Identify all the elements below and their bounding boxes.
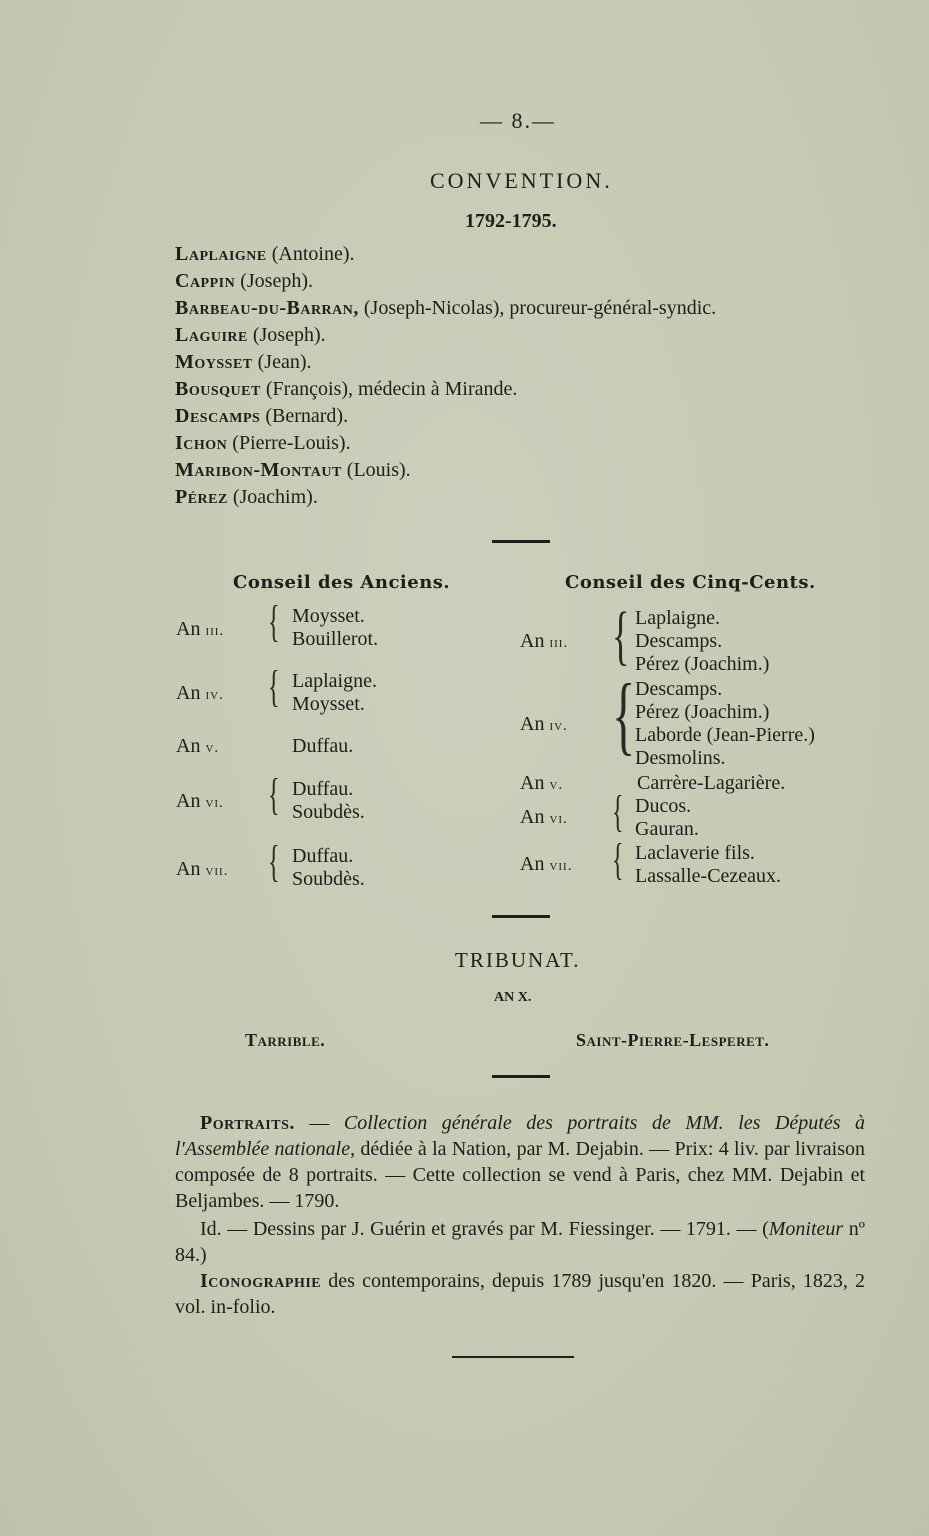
brace: {: [268, 662, 280, 711]
section-divider: [492, 1075, 550, 1078]
member-name: Ducos.: [635, 795, 692, 817]
year-label: An vi.: [520, 806, 568, 828]
member-line: Barbeau-du-Barran, (Joseph-Nicolas), procureur-général-syndic.: [175, 297, 717, 319]
member-name: Duffau.: [292, 735, 354, 757]
member-line: Maribon-Montaut (Louis).: [175, 459, 411, 481]
brace: {: [268, 597, 280, 646]
end-rule: [452, 1356, 574, 1358]
member-name: Gauran.: [635, 818, 699, 840]
year-label: An iii.: [520, 630, 569, 652]
member-name: Carrère-Lagarière.: [637, 772, 786, 794]
member-name: Moysset.: [292, 693, 365, 715]
member-name: Desmolins.: [635, 747, 726, 769]
brace: {: [612, 787, 624, 836]
member-name: Laclaverie fils.: [635, 842, 755, 864]
convention-title: CONVENTION.: [430, 168, 613, 193]
member-name: Soubdès.: [292, 868, 365, 890]
tribunat-title: TRIBUNAT.: [455, 948, 581, 972]
year-label: An vii.: [520, 853, 573, 875]
member-name: Descamps.: [635, 630, 723, 652]
year-label: An v.: [176, 735, 220, 757]
year-label: An iii.: [176, 618, 225, 640]
member-name: Descamps.: [635, 678, 723, 700]
brace: {: [612, 667, 636, 764]
anciens-title: Conseil des Anciens.: [233, 572, 451, 593]
tribunat-year: AN X.: [494, 990, 532, 1005]
cinq-cents-title: Conseil des Cinq-Cents.: [565, 572, 816, 593]
member-line: Cappin (Joseph).: [175, 270, 313, 292]
member-name: Pérez (Joachim.): [635, 653, 770, 675]
year-label: An iv.: [520, 713, 568, 735]
year-label: An v.: [520, 772, 564, 794]
tribunat-member: Tarrible.: [245, 1030, 326, 1050]
bibliography-entry: Portraits. — Collection générale des portraits de MM. les Députés à l'Assemblée nationale, dédiée à la Nation, par M. Dejabin. — Prix: 4 liv. par livraison composée de 8 portraits. — Cette collection se vend à Paris, chez MM. Dejabin et Beljambes. — 1790.: [175, 1112, 866, 1212]
member-name: Soubdès.: [292, 801, 365, 823]
brace: {: [268, 770, 280, 819]
brace: {: [612, 599, 630, 672]
member-line: Moysset (Jean).: [175, 351, 312, 373]
brace: {: [612, 835, 624, 884]
year-label: An vi.: [176, 790, 224, 812]
bibliography-entry: Id. — Dessins par J. Guérin et gravés par M. Fiessinger. — 1791. — (Moniteur nº 84.): [175, 1218, 865, 1266]
member-name: Lassalle-Cezeaux.: [635, 865, 782, 887]
bibliography-entry: Iconographie des contemporains, depuis 1789 jusqu'en 1820. — Paris, 1823, 2 vol. in-folio.: [175, 1270, 865, 1318]
member-name: Duffau.: [292, 778, 354, 800]
year-label: An iv.: [176, 682, 224, 704]
member-name: Pérez (Joachim.): [635, 701, 770, 723]
member-name: Laplaigne.: [635, 607, 720, 629]
member-line: Pérez (Joachim).: [175, 486, 318, 508]
page-number: — 8.—: [480, 108, 556, 133]
member-line: Laguire (Joseph).: [175, 324, 326, 346]
member-name: Bouillerot.: [292, 628, 379, 650]
section-divider: [492, 915, 550, 918]
member-name: Moysset.: [292, 605, 365, 627]
member-line: Descamps (Bernard).: [175, 405, 349, 427]
member-name: Laborde (Jean-Pierre.): [635, 724, 815, 746]
brace: {: [268, 837, 280, 886]
member-name: Duffau.: [292, 845, 354, 867]
tribunat-member: Saint-Pierre-Lesperet.: [576, 1030, 770, 1050]
member-line: Laplaigne (Antoine).: [175, 243, 355, 265]
member-line: Ichon (Pierre-Louis).: [175, 432, 351, 454]
section-divider: [492, 540, 550, 543]
convention-years: 1792-1795.: [465, 210, 557, 232]
year-label: An vii.: [176, 858, 229, 880]
member-line: Bousquet (François), médecin à Mirande.: [175, 378, 518, 400]
member-name: Laplaigne.: [292, 670, 377, 692]
